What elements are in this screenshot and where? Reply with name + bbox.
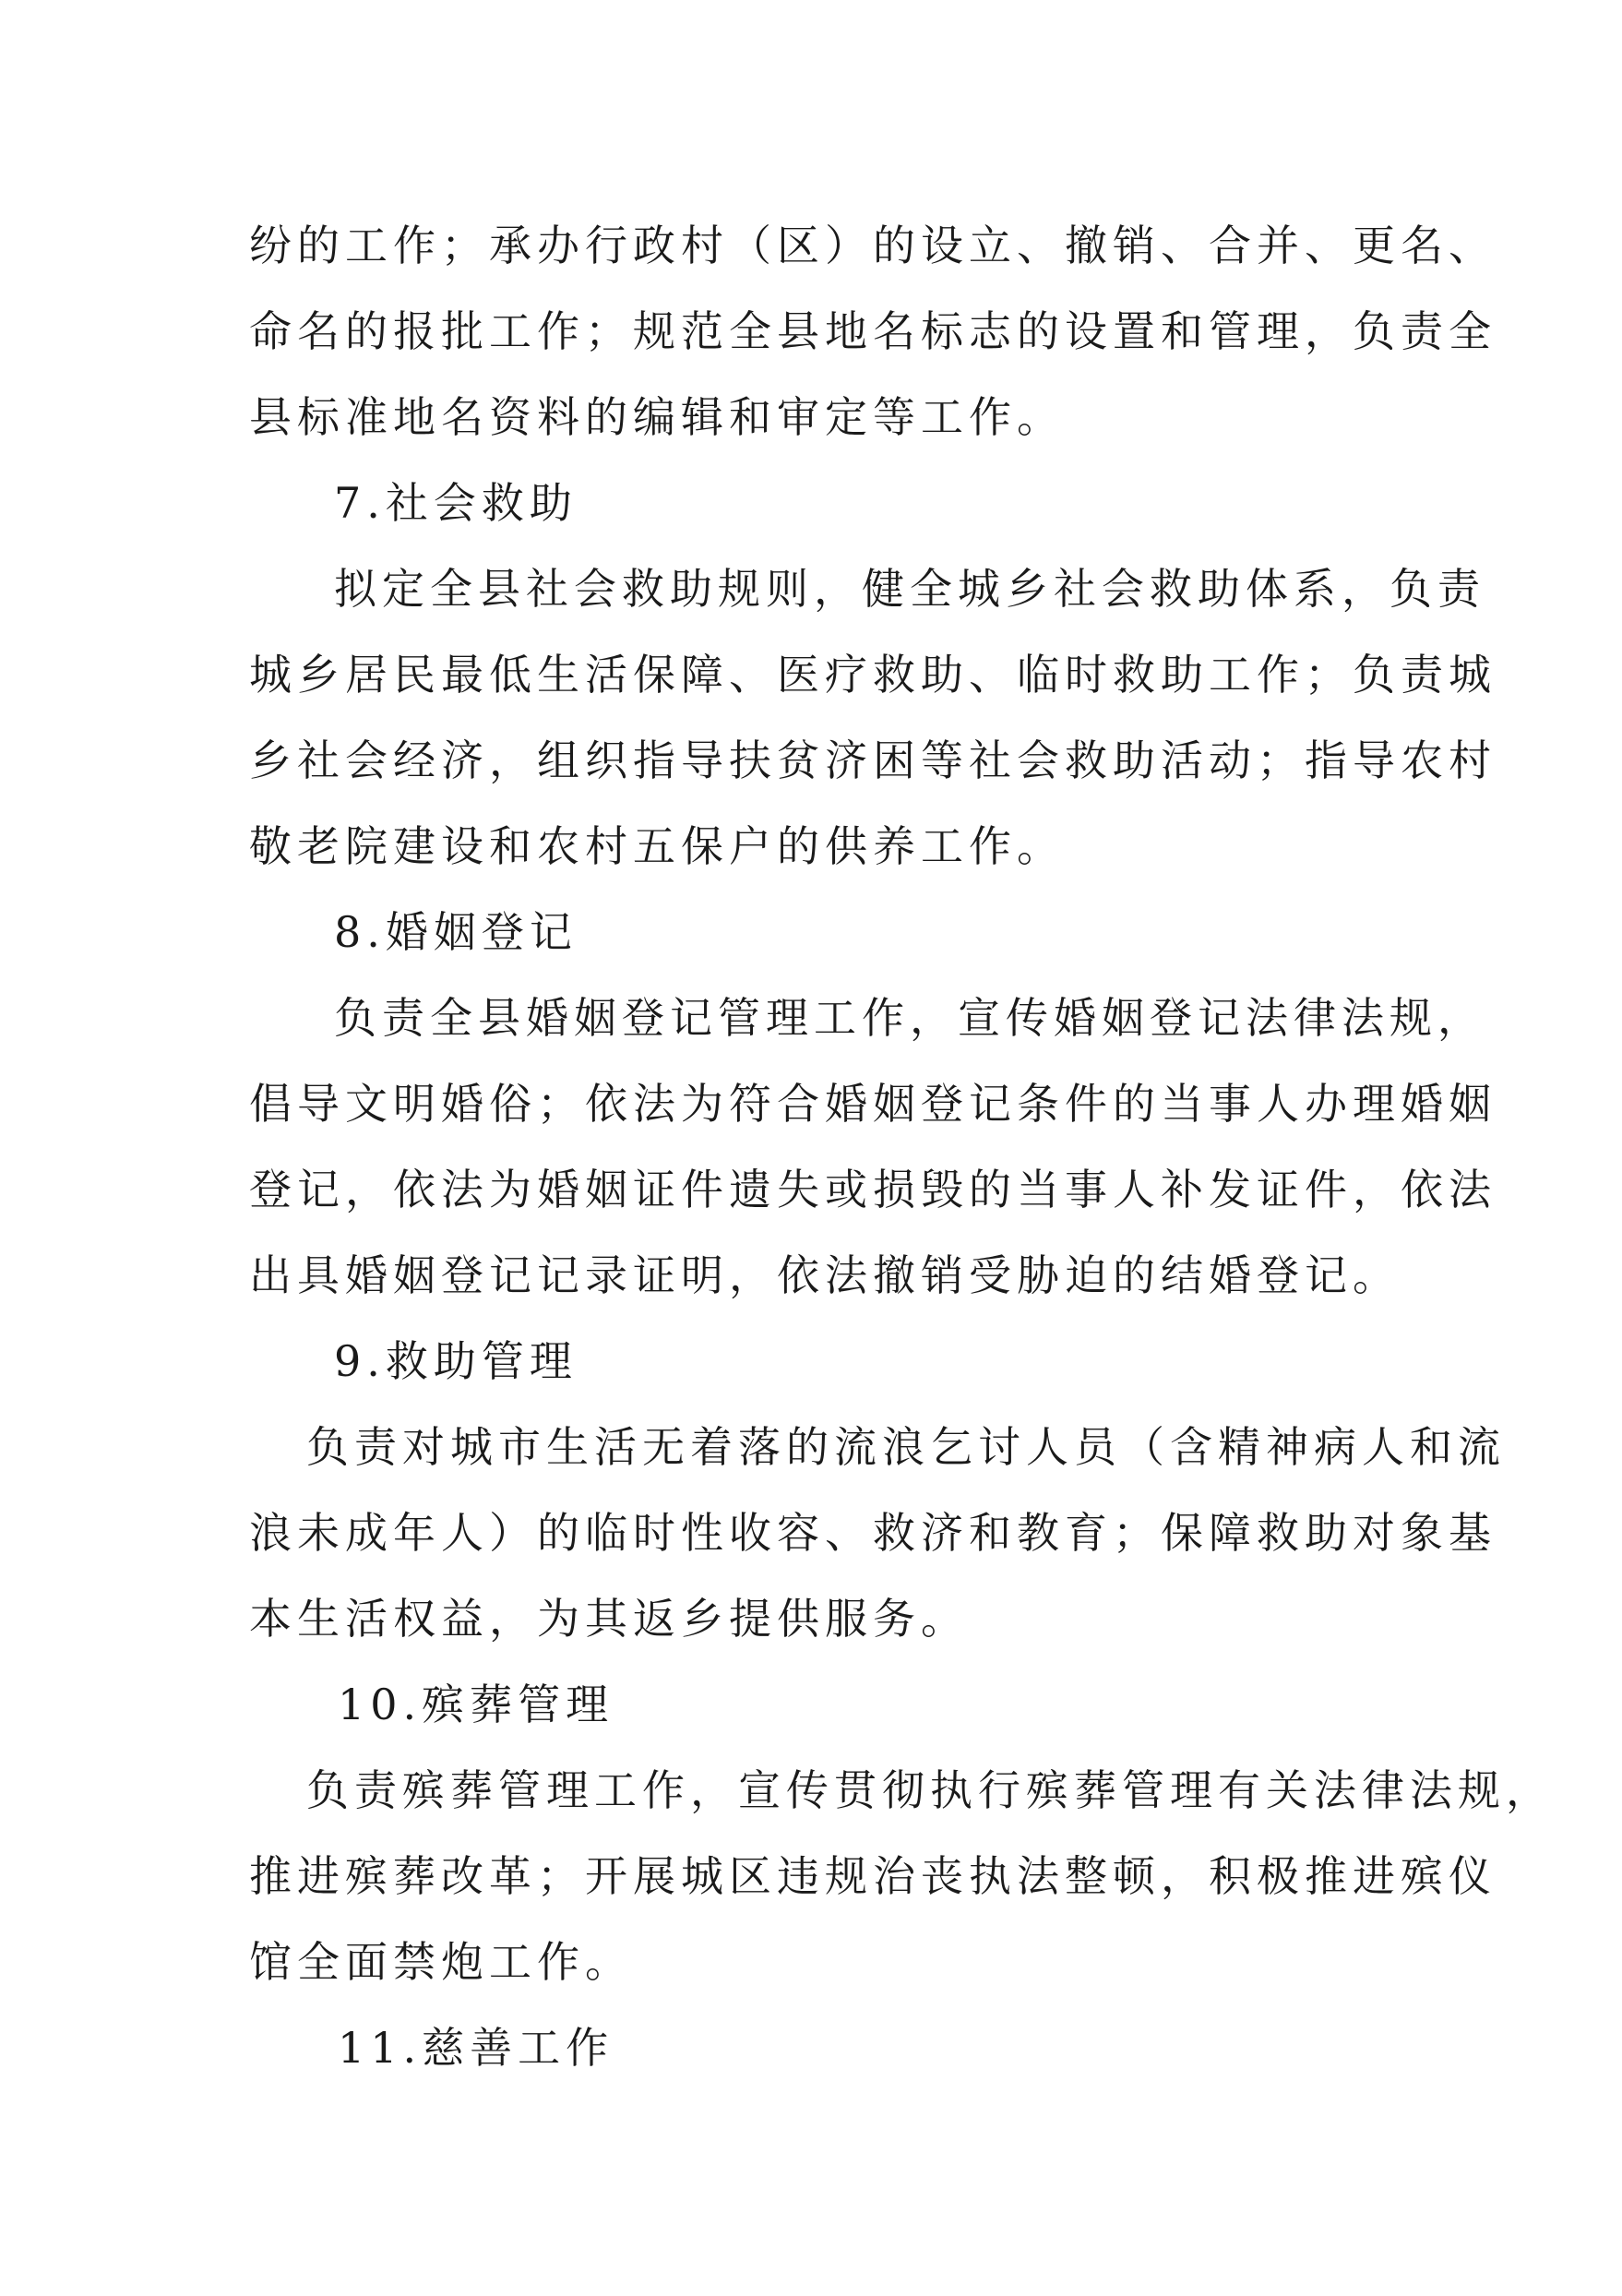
paragraph-line: 乡社会经济，组织指导扶贫济困等社会救助活动；指导农村: [249, 735, 1497, 785]
paragraph-line: 出具婚姻登记记录证明，依法撤销受胁迫的结婚登记。: [249, 1250, 1401, 1300]
paragraph-line: 浪未成年人）的临时性收容、救济和教育；保障救助对象基: [249, 1508, 1497, 1558]
paragraph-line: 敬老院建设和农村五保户的供养工作。: [249, 821, 1065, 871]
paragraph-line: 拟定全县社会救助规则，健全城乡社会救助体系，负责: [334, 564, 1485, 614]
section-heading-relief-management: 9.救助管理: [334, 1336, 578, 1386]
section-heading-marriage-registration: 8.婚姻登记: [334, 907, 578, 957]
section-heading-funeral-management: 10.殡葬管理: [338, 1680, 614, 1729]
paragraph-line: 纷的工作；承办行政村（区）的设立、撤销、合并、更名、: [249, 221, 1497, 270]
paragraph-line: 县标准地名资料的编辑和审定等工作。: [249, 392, 1065, 442]
paragraph-line: 馆全面禁炮工作。: [249, 1937, 633, 1987]
paragraph-line: 负责殡葬管理工作，宣传贯彻执行殡葬管理有关法律法规，: [306, 1765, 1554, 1815]
paragraph-line: 推进殡葬改革；开展城区违规治丧执法整顿，积极推进殡仪: [249, 1851, 1497, 1901]
paragraph-line: 负责全县婚姻登记管理工作，宣传婚姻登记法律法规，: [334, 993, 1485, 1043]
paragraph-line: 负责对城市生活无着落的流浪乞讨人员（含精神病人和流: [306, 1422, 1506, 1472]
section-heading-charity-work: 11.慈善工作: [338, 2023, 614, 2073]
paragraph-line: 城乡居民最低生活保障、医疗救助、临时救助工作；负责城: [249, 650, 1497, 700]
document-body: [249, 203, 1554, 2091]
paragraph-line: 登记，依法为婚姻证件遗失或损毁的当事人补发证件，依法: [249, 1165, 1497, 1214]
paragraph-line: 命名的报批工作；规范全县地名标志的设置和管理，负责全: [249, 306, 1497, 356]
paragraph-line: 本生活权益，为其返乡提供服务。: [249, 1594, 969, 1644]
section-heading-social-assistance: 7.社会救助: [334, 478, 578, 528]
paragraph-line: 倡导文明婚俗；依法为符合婚姻登记条件的当事人办理婚姻: [249, 1079, 1497, 1129]
